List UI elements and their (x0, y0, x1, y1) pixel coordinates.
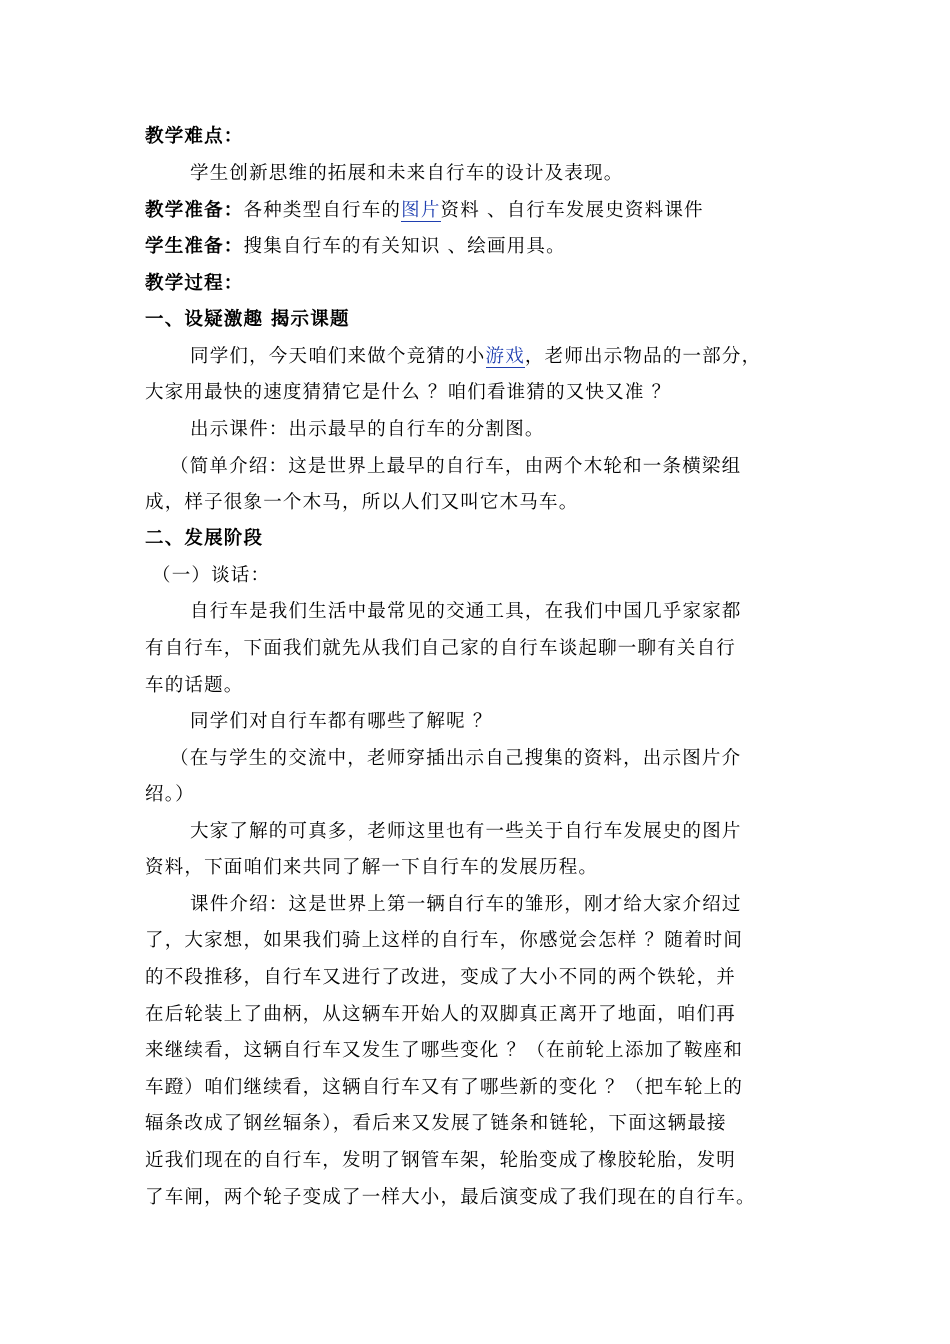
paragraph-line (190, 344, 880, 370)
paragraph-line: 课件介绍：这是世界上第一辆自行车的雏形，刚才给大家介绍过 (190, 894, 742, 915)
section-heading-2: 二、发展阶段 (145, 528, 264, 549)
paragraph-line: 学生创新思维的拓展和未来自行车的设计及表现。 (190, 163, 624, 184)
teaching-prep-line (145, 198, 835, 224)
heading-teaching-process: 教学过程： (145, 273, 244, 294)
game-link[interactable]: 游戏 (485, 346, 525, 367)
paragraph-line: 出示课件：出示最早的自行车的分割图。 (190, 419, 545, 440)
paragraph-line: 有自行车，下面我们就先从我们自己家的自行车谈起聊一聊有关自行 (145, 638, 737, 659)
text-segment: 同学们，今天咱们来做个竞猜的小 (190, 346, 486, 367)
paragraph-line: 辐条改成了钢丝辐条），看后来又发展了链条和链轮，下面这辆最接 (145, 1113, 727, 1134)
section-heading-1: 一、设疑激趣 揭示课题 (145, 309, 350, 330)
paragraph-line: 了，大家想，如果我们骑上这样的自行车，你感觉会怎样 ？随着时间 (145, 930, 744, 951)
text-segment: 资料 、自行车发展史资料课件 (440, 200, 704, 221)
paragraph-line: 车的话题。 (145, 675, 244, 696)
picture-link[interactable]: 图片 (401, 200, 441, 221)
paragraph-line: 自行车是我们生活中最常见的交通工具，在我们中国几乎家家都 (190, 601, 742, 622)
paragraph-line: 绍。） (145, 784, 195, 805)
paragraph-line: 大家用最快的速度猜猜它是什么 ？咱们看谁猜的又快又准 ？ (145, 382, 672, 403)
paragraph-line: 了车闸，两个轮子变成了一样大小，最后演变成了我们现在的自行车。 (145, 1187, 756, 1208)
heading-teaching-difficulty: 教学难点： (145, 126, 244, 147)
heading-student-prep: 学生准备： (145, 236, 244, 257)
paragraph-line: 来继续看，这辆自行车又发生了哪些变化 ？（在前轮上添加了鞍座和 (145, 1040, 744, 1061)
paragraph-line: 的不段推移，自行车又进行了改进，变成了大小不同的两个铁轮，并 (145, 967, 737, 988)
heading-teaching-prep: 教学准备： (145, 200, 244, 221)
text-segment: 各种类型自行车的 (243, 200, 402, 221)
paragraph-line: （在与学生的交流中，老师穿插出示自己搜集的资料，出示图片介 (170, 748, 742, 769)
paragraph-line: 在后轮装上了曲柄，从这辆车开始人的双脚真正离开了地面，咱们再 (145, 1004, 737, 1025)
text-segment: ，老师出示物品的一部分， (524, 346, 762, 367)
paragraph-line: 大家了解的可真多，老师这里也有一些关于自行车发展史的图片 (190, 821, 742, 842)
paragraph-line: 车蹬）咱们继续看，这辆自行车又有了哪些新的变化 ？（把车轮上的 (145, 1077, 744, 1098)
text-segment: 搜集自行车的有关知识 、绘画用具。 (243, 236, 566, 257)
paragraph-line: 近我们现在的自行车，发明了钢管车架，轮胎变成了橡胶轮胎，发明 (145, 1150, 737, 1171)
subsection-heading: （一）谈话： (152, 565, 271, 586)
paragraph-line: 资料，下面咱们来共同了解一下自行车的发展历程。 (145, 857, 599, 878)
student-prep-line (145, 234, 835, 260)
paragraph-line: 成，样子很象一个木马，所以人们又叫它木马车。 (145, 492, 579, 513)
paragraph-line: 同学们对自行车都有哪些了解呢 ？ (190, 711, 493, 732)
paragraph-line: （简单介绍：这是世界上最早的自行车，由两个木轮和一条横梁组 (170, 456, 742, 477)
